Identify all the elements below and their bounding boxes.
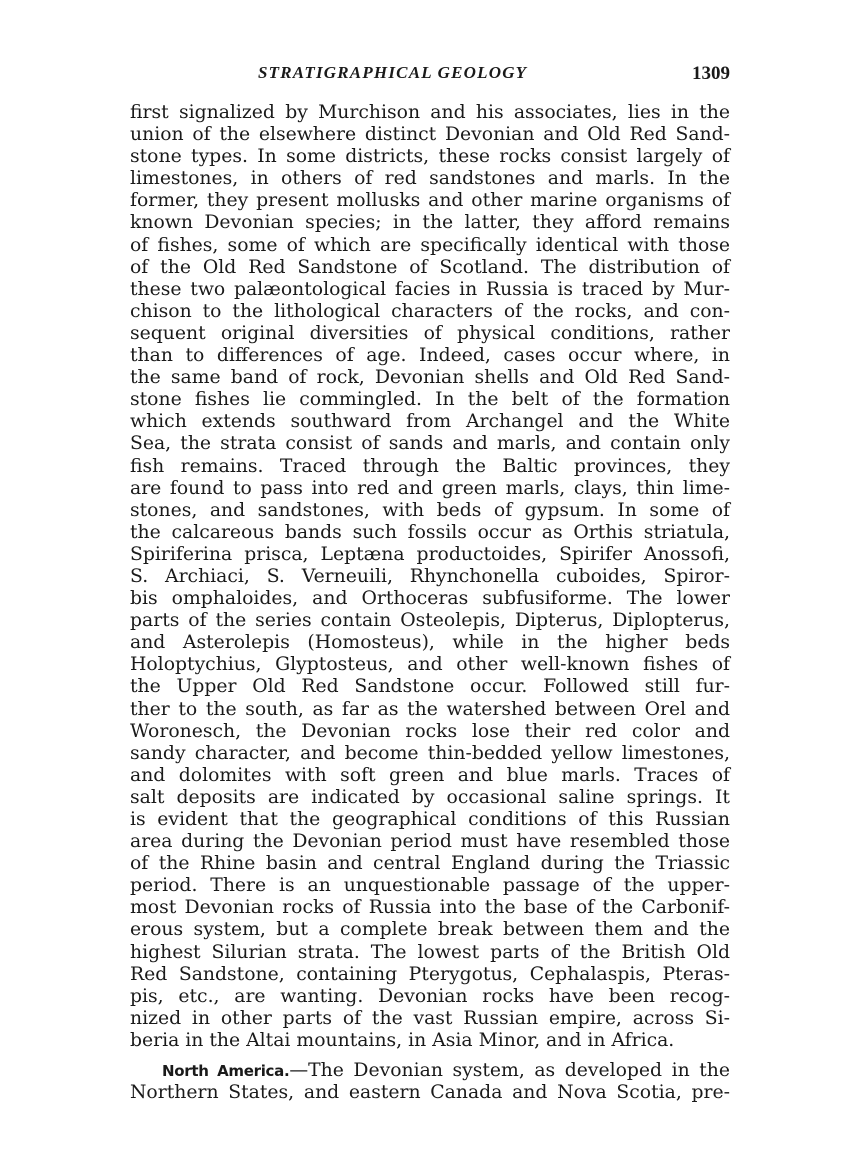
text-line: salt deposits are indicated by occasional saline springs. It [130,786,730,808]
text-line: stone fishes lie commingled. In the belt of the formation [130,389,730,411]
page-number: 1309 [692,63,730,84]
text-line: of the Old Red Sandstone of Scotland. The distribution of [130,256,730,278]
text-line: bis omphaloides, and Orthoceras subfusiforme. The lower [130,588,730,610]
text-line: area during the Devonian period must have resembled those [130,831,730,853]
running-title: STRATIGRAPHICAL GEOLOGY [258,63,528,82]
text-line: Spiriferina prisca, Leptæna productoides, Spirifer Anossofi, [130,543,730,565]
text-line: sandy character, and become thin-bedded yellow limestones, [130,742,730,764]
text-line: of fishes, some of which are specifically identical with those [130,234,730,256]
text-line: beria in the Altai mountains, in Asia Minor, and in Africa. [130,1029,675,1051]
text-line: Red Sandstone, containing Pterygotus, Cephalaspis, Pteras- [130,963,730,985]
text-line: sequent original diversities of physical conditions, rather [130,322,730,344]
text-line: parts of the series contain Osteolepis, Dipterus, Diplopterus, [130,610,730,632]
text-line: S. Archiaci, S. Verneuili, Rhynchonella cuboides, Spiror- [130,565,730,587]
section-heading: North America. [162,1062,290,1081]
text-line: fish remains. Traced through the Baltic provinces, they [130,455,730,477]
text-line [130,1060,730,1082]
text-line: stones, and sandstones, with beds of gypsum. In some of [130,499,730,521]
text-line: of the Rhine basin and central England during the Triassic [130,853,730,875]
text-line: pis, etc., are wanting. Devonian rocks have been recog- [130,985,730,1007]
text-line: union of the elsewhere distinct Devonian and Old Red Sand- [130,124,730,146]
text-line: known Devonian species; in the latter, they afford remains [130,212,730,234]
text-line: stone types. In some districts, these rocks consist largely of [130,146,730,168]
text-line: limestones, in others of red sandstones and marls. In the [130,168,730,190]
text-line: these two palæontological facies in Russia is traced by Mur- [130,278,730,300]
text-line: first signalized by Murchison and his associates, lies in the [130,102,730,123]
body-text [130,102,730,1104]
text-line: than to differences of age. Indeed, cases occur where, in [130,345,730,367]
text-line: most Devonian rocks of Russia into the base of the Carbonif- [130,897,730,919]
text-line: the calcareous bands such fossils occur as Orthis striatula, [130,521,730,543]
text-line: and dolomites with soft green and blue marls. Traces of [130,764,730,786]
paragraph-north-america [130,1060,730,1104]
text-line: Northern States, and eastern Canada and Nova Scotia, pre- [130,1082,730,1104]
heading-continuation: —The Devonian system, as developed in the [289,1060,731,1082]
text-line: is evident that the geographical conditions of this Russian [130,809,730,830]
paragraph-russia [130,102,730,1052]
text-line: and Asterolepis (Homosteus), while in the higher beds [130,632,730,654]
text-line: erous system, but a complete break between them and the [130,919,730,941]
text-line: which extends southward from Archangel and the White [130,411,730,433]
text-line: chison to the lithological characters of the rocks, and con- [130,300,730,322]
text-line: are found to pass into red and green marls, clays, thin lime- [130,477,730,499]
text-line: Sea, the strata consist of sands and marls, and contain only [130,433,730,455]
text-line: Holoptychius, Glyptosteus, and other well-known fishes of [130,654,730,676]
text-line: former, they present mollusks and other marine organisms of [130,190,730,212]
text-line: the Upper Old Red Sandstone occur. Followed still fur- [130,676,730,698]
text-line: period. There is an unquestionable passage of the upper- [130,875,730,897]
text-line: highest Silurian strata. The lowest parts of the British Old [130,941,730,963]
text-line: ther to the south, as far as the watershed between Orel and [130,698,730,720]
running-header [130,63,730,87]
text-line: nized in other parts of the vast Russian empire, across Si- [130,1007,730,1029]
text-line: the same band of rock, Devonian shells and Old Red Sand- [130,367,730,389]
text-line: Woronesch, the Devonian rocks lose their red color and [130,720,730,742]
